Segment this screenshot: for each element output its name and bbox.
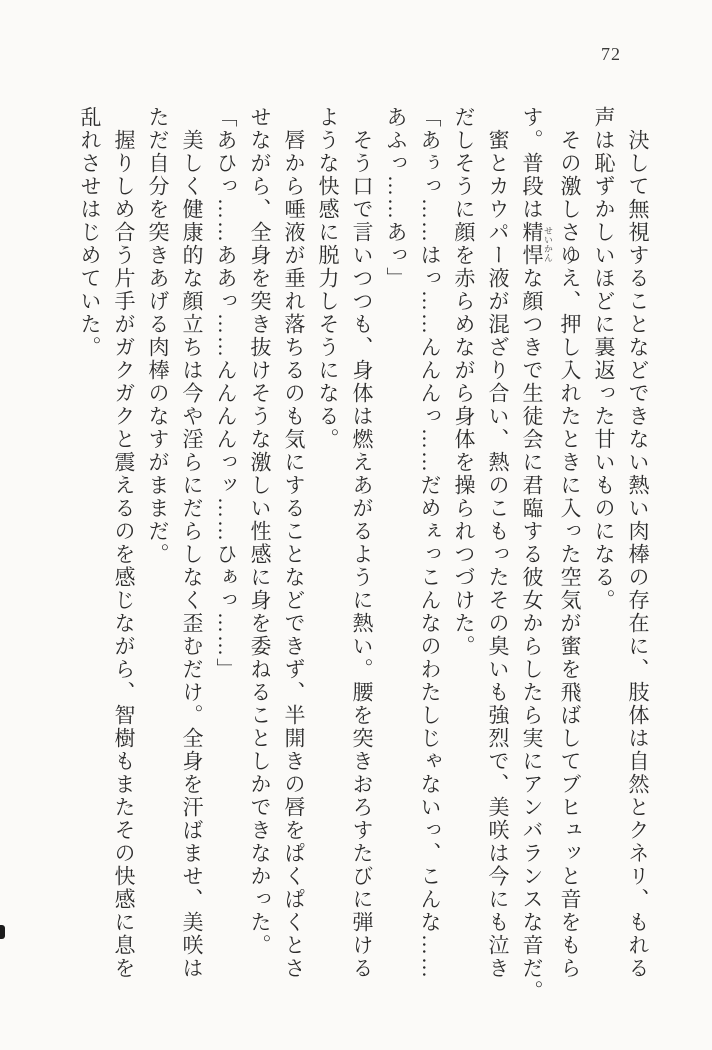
text-line: ような快感に脱力しそうになる。 (316, 106, 340, 451)
text-line: 美しく健康的な顔立ちは今や淫らにだらしなく歪むだけ。全身を汗ばませ、美咲は (180, 129, 204, 980)
text-line: 唇から唾液が垂れ落ちるのも気にすることなどできず、半開きの唇をぱくぱくとさ (282, 129, 306, 980)
text-line: せながら、全身を突き抜けそうな激しい性感に身を委ねることしかできなかった。 (248, 106, 272, 957)
text-line: 決して無視することなどできない熱い肉棒の存在に、肢体は自然とクネリ、もれる (626, 129, 650, 980)
text-line: す。普段は精悍 せいかんな顔つきで生徒会に君臨する彼女からしたら実にアンバランスな音だ。 (520, 106, 553, 1003)
scan-artifact (0, 925, 5, 939)
page-number: 72 (601, 44, 621, 64)
text-line: 握りしめ合う片手がガクガクと震えるのを感じながら、智樹もまたその快感に息を (112, 129, 136, 980)
furigana-ruby: 精悍 せいかん (520, 221, 553, 267)
text-block (73, 106, 655, 1018)
text-line: そう口で言いつつも、身体は燃えあがるように熱い。腰を突きおろすたびに弾ける (350, 129, 374, 980)
text-line: 蜜とカウパー液が混ざり合い、熱のこもったその臭いも強烈で、美咲は今にも泣き (486, 129, 510, 980)
text-line: 「あぅっ……はっ……んんんっ……だめぇっこんなのわたしじゃないっ、こんな…… (418, 106, 442, 980)
text-line: ただ自分を突きあげる肉棒のなすがままだ。 (146, 106, 170, 566)
text-line: 「あひっ……ああっ……んんんんっッ……ひぁっ……」 (214, 106, 238, 681)
text-line: あふっ……あっ」 (384, 106, 408, 290)
text-line: だしそうに顔を赤らめながら身体を操られつづけた。 (452, 106, 476, 658)
text-line: 乱れさせはじめていた。 (78, 106, 102, 359)
text-line: 声は恥ずかしいほどに裏返った甘いものになる。 (592, 106, 616, 612)
text-line: その激しさゆえ、押し入れたときに入った空気が蜜を飛ばしてブヒュッと音をもら (558, 129, 582, 980)
